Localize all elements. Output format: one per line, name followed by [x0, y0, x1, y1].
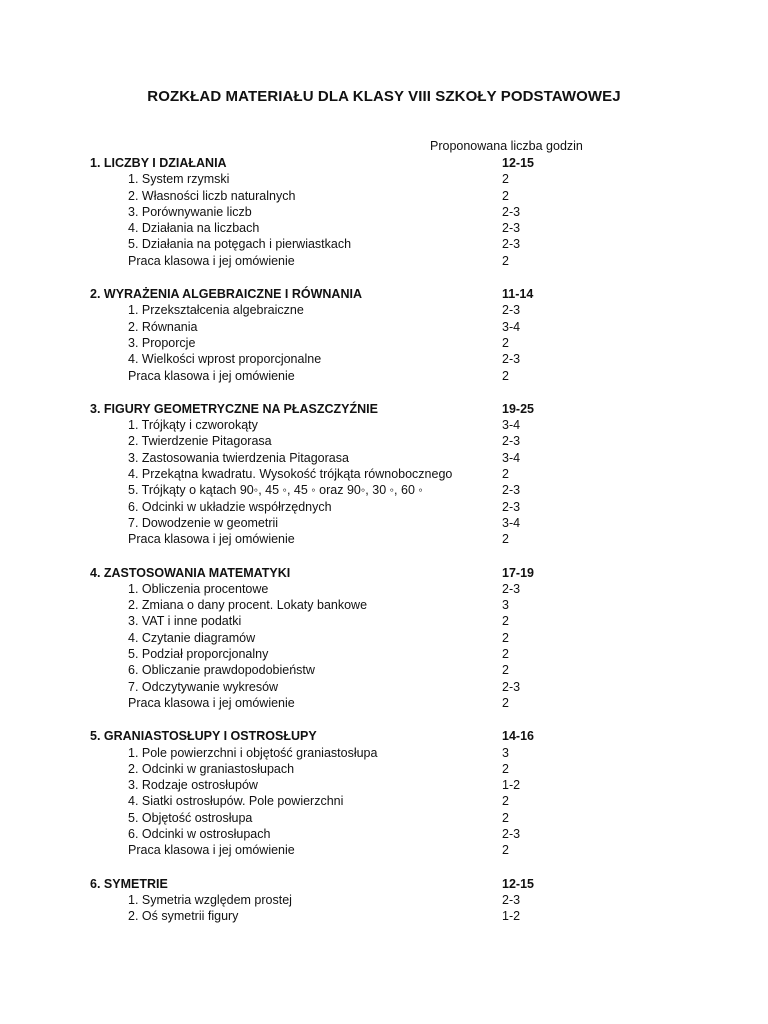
topic-row: [0, 335, 768, 351]
topic-row: [0, 450, 768, 466]
topic-hours: 2-3: [502, 221, 521, 236]
topic-hours: 2-3: [502, 352, 521, 367]
topic-label: 7. Dowodzenie w geometrii: [128, 515, 279, 530]
topic-label: 1. Trójkąty i czworokąty: [128, 418, 258, 433]
topic-label: 5. Trójkąty o kątach 90◦, 45 ◦, 45 ◦ oraz 90◦, 30 ◦, 60 ◦: [128, 483, 423, 498]
topic-row: [0, 417, 768, 433]
topic-row: [0, 892, 768, 908]
section-spacer: [0, 269, 768, 286]
class-test-label: Praca klasowa i jej omówienie: [128, 695, 295, 710]
topic-hours: 2: [502, 695, 509, 710]
topic-row: [0, 646, 768, 662]
topic-label: 1. Symetria względem prostej: [128, 892, 292, 907]
topic-row: [0, 761, 768, 777]
topic-label: 5. Objętość ostrosłupa: [128, 810, 253, 825]
topic-label: 7. Odczytywanie wykresów: [128, 679, 279, 694]
section-title: 5. GRANIASTOSŁUPY I OSTROSŁUPY: [90, 729, 317, 744]
topic-hours: 2: [502, 253, 509, 268]
class-test-label: Praca klasowa i jej omówienie: [128, 368, 295, 383]
section-spacer: [0, 548, 768, 565]
section-heading-row: [0, 565, 768, 581]
topic-hours: 3-4: [502, 319, 521, 334]
topic-label: 4. Wielkości wprost proporcjonalne: [128, 352, 322, 367]
section-hours: 19-25: [502, 401, 534, 416]
topic-label: 4. Działania na liczbach: [128, 221, 260, 236]
topic-label: 2. Twierdzenie Pitagorasa: [128, 434, 272, 449]
topic-hours: 2: [502, 614, 509, 629]
section-hours: 11-14: [502, 287, 534, 302]
section-title: 6. SYMETRIE: [90, 876, 168, 891]
topic-row: [0, 745, 768, 761]
topic-hours: 2-3: [502, 483, 521, 498]
section-heading-row: [0, 728, 768, 744]
topic-hours: 3: [502, 598, 509, 613]
topic-hours: 2: [502, 647, 509, 662]
section-title: 2. WYRAŻENIA ALGEBRAICZNE I RÓWNANIA: [90, 287, 362, 302]
topic-label: 2. Oś symetrii figury: [128, 909, 239, 924]
topic-label: 1. Obliczenia procentowe: [128, 581, 269, 596]
topic-label: 3. Porównywanie liczb: [128, 204, 252, 219]
section-title: 3. FIGURY GEOMETRYCZNE NA PŁASZCZYŹNIE: [90, 401, 378, 416]
topic-label: 4. Przekątna kwadratu. Wysokość trójkąta równobocznego: [128, 467, 453, 482]
topic-hours: 2-3: [502, 826, 521, 841]
topic-row: [0, 515, 768, 531]
topic-label: 2. Zmiana o dany procent. Lokaty bankowe: [128, 598, 368, 613]
topic-row: [0, 319, 768, 335]
class-test-row: [0, 253, 768, 269]
topic-hours: 2-3: [502, 679, 521, 694]
topic-row: [0, 793, 768, 809]
class-test-row: [0, 842, 768, 858]
topic-row: [0, 171, 768, 187]
topic-hours: 2: [502, 188, 509, 203]
topic-label: 3. Proporcje: [128, 335, 196, 350]
topic-label: 3. Rodzaje ostrosłupów: [128, 778, 258, 793]
class-test-row: [0, 695, 768, 711]
section-hours: 12-15: [502, 876, 534, 891]
topic-hours: 2: [502, 630, 509, 645]
topic-row: [0, 466, 768, 482]
topic-row: [0, 482, 768, 498]
section-spacer: [0, 711, 768, 728]
topic-label: 6. Odcinki w układzie współrzędnych: [128, 499, 332, 514]
section-spacer: [0, 384, 768, 401]
topic-row: [0, 302, 768, 318]
topic-hours: 2: [502, 368, 509, 383]
topic-hours: 2: [502, 794, 509, 809]
topic-hours: 2: [502, 335, 509, 350]
section-heading-row: [0, 401, 768, 417]
section-hours: 14-16: [502, 729, 534, 744]
topic-hours: 3-4: [502, 515, 521, 530]
topic-hours: 2-3: [502, 892, 521, 907]
topic-label: 6. Obliczanie prawdopodobieństw: [128, 663, 315, 678]
topic-label: 3. VAT i inne podatki: [128, 614, 242, 629]
class-test-label: Praca klasowa i jej omówienie: [128, 532, 295, 547]
topic-hours: 2-3: [502, 204, 521, 219]
topic-hours: 1-2: [502, 909, 521, 924]
topic-row: [0, 613, 768, 629]
topic-row: [0, 597, 768, 613]
hours-column-header: Proponowana liczba godzin: [430, 139, 583, 153]
topic-row: [0, 499, 768, 515]
topic-hours: 2: [502, 467, 509, 482]
topic-hours: 2: [502, 810, 509, 825]
topic-hours: 3-4: [502, 418, 521, 433]
topic-row: [0, 236, 768, 252]
topic-row: [0, 581, 768, 597]
topic-hours: 2-3: [502, 237, 521, 252]
topic-label: 1. Pole powierzchni i objętość graniastosłupa: [128, 745, 378, 760]
topic-row: [0, 433, 768, 449]
curriculum-list: [0, 155, 768, 924]
topic-hours: 2-3: [502, 581, 521, 596]
topic-hours: 3-4: [502, 450, 521, 465]
topic-row: [0, 810, 768, 826]
topic-hours: 3: [502, 745, 509, 760]
topic-label: 2. Własności liczb naturalnych: [128, 188, 296, 203]
topic-row: [0, 188, 768, 204]
topic-hours: 1-2: [502, 778, 521, 793]
topic-label: 2. Równania: [128, 319, 198, 334]
section-title: 1. LICZBY I DZIAŁANIA: [90, 156, 227, 170]
section-heading-row: [0, 876, 768, 892]
topic-label: 3. Zastosowania twierdzenia Pitagorasa: [128, 450, 349, 465]
class-test-label: Praca klasowa i jej omówienie: [128, 253, 295, 268]
topic-hours: 2: [502, 663, 509, 678]
topic-label: 4. Siatki ostrosłupów. Pole powierzchni: [128, 794, 344, 809]
topic-row: [0, 630, 768, 646]
topic-row: [0, 679, 768, 695]
section-hours: 12-15: [502, 156, 534, 170]
topic-hours: 2-3: [502, 499, 521, 514]
topic-row: [0, 826, 768, 842]
document-title: ROZKŁAD MATERIAŁU DLA KLASY VIII SZKOŁY PODSTAWOWEJ: [147, 88, 621, 105]
topic-label: 5. Działania na potęgach i pierwiastkach: [128, 237, 352, 252]
section-spacer: [0, 859, 768, 876]
topic-row: [0, 908, 768, 924]
topic-hours: 2: [502, 532, 509, 547]
class-test-label: Praca klasowa i jej omówienie: [128, 843, 295, 858]
section-heading-row: [0, 286, 768, 302]
section-hours: 17-19: [502, 565, 534, 580]
topic-row: [0, 204, 768, 220]
topic-label: 6. Odcinki w ostrosłupach: [128, 826, 271, 841]
topic-hours: 2-3: [502, 434, 521, 449]
topic-row: [0, 662, 768, 678]
topic-hours: 2: [502, 761, 509, 776]
class-test-row: [0, 531, 768, 547]
class-test-row: [0, 368, 768, 384]
topic-hours: 2: [502, 172, 509, 187]
topic-label: 4. Czytanie diagramów: [128, 630, 256, 645]
topic-label: 1. System rzymski: [128, 172, 230, 187]
topic-label: 2. Odcinki w graniastosłupach: [128, 761, 295, 776]
topic-row: [0, 351, 768, 367]
topic-row: [0, 777, 768, 793]
topic-label: 5. Podział proporcjonalny: [128, 647, 269, 662]
topic-row: [0, 220, 768, 236]
section-title: 4. ZASTOSOWANIA MATEMATYKI: [90, 565, 291, 580]
topic-label: 1. Przekształcenia algebraiczne: [128, 303, 304, 318]
topic-hours: 2-3: [502, 303, 521, 318]
section-heading-row: [0, 155, 768, 171]
topic-hours: 2: [502, 843, 509, 858]
